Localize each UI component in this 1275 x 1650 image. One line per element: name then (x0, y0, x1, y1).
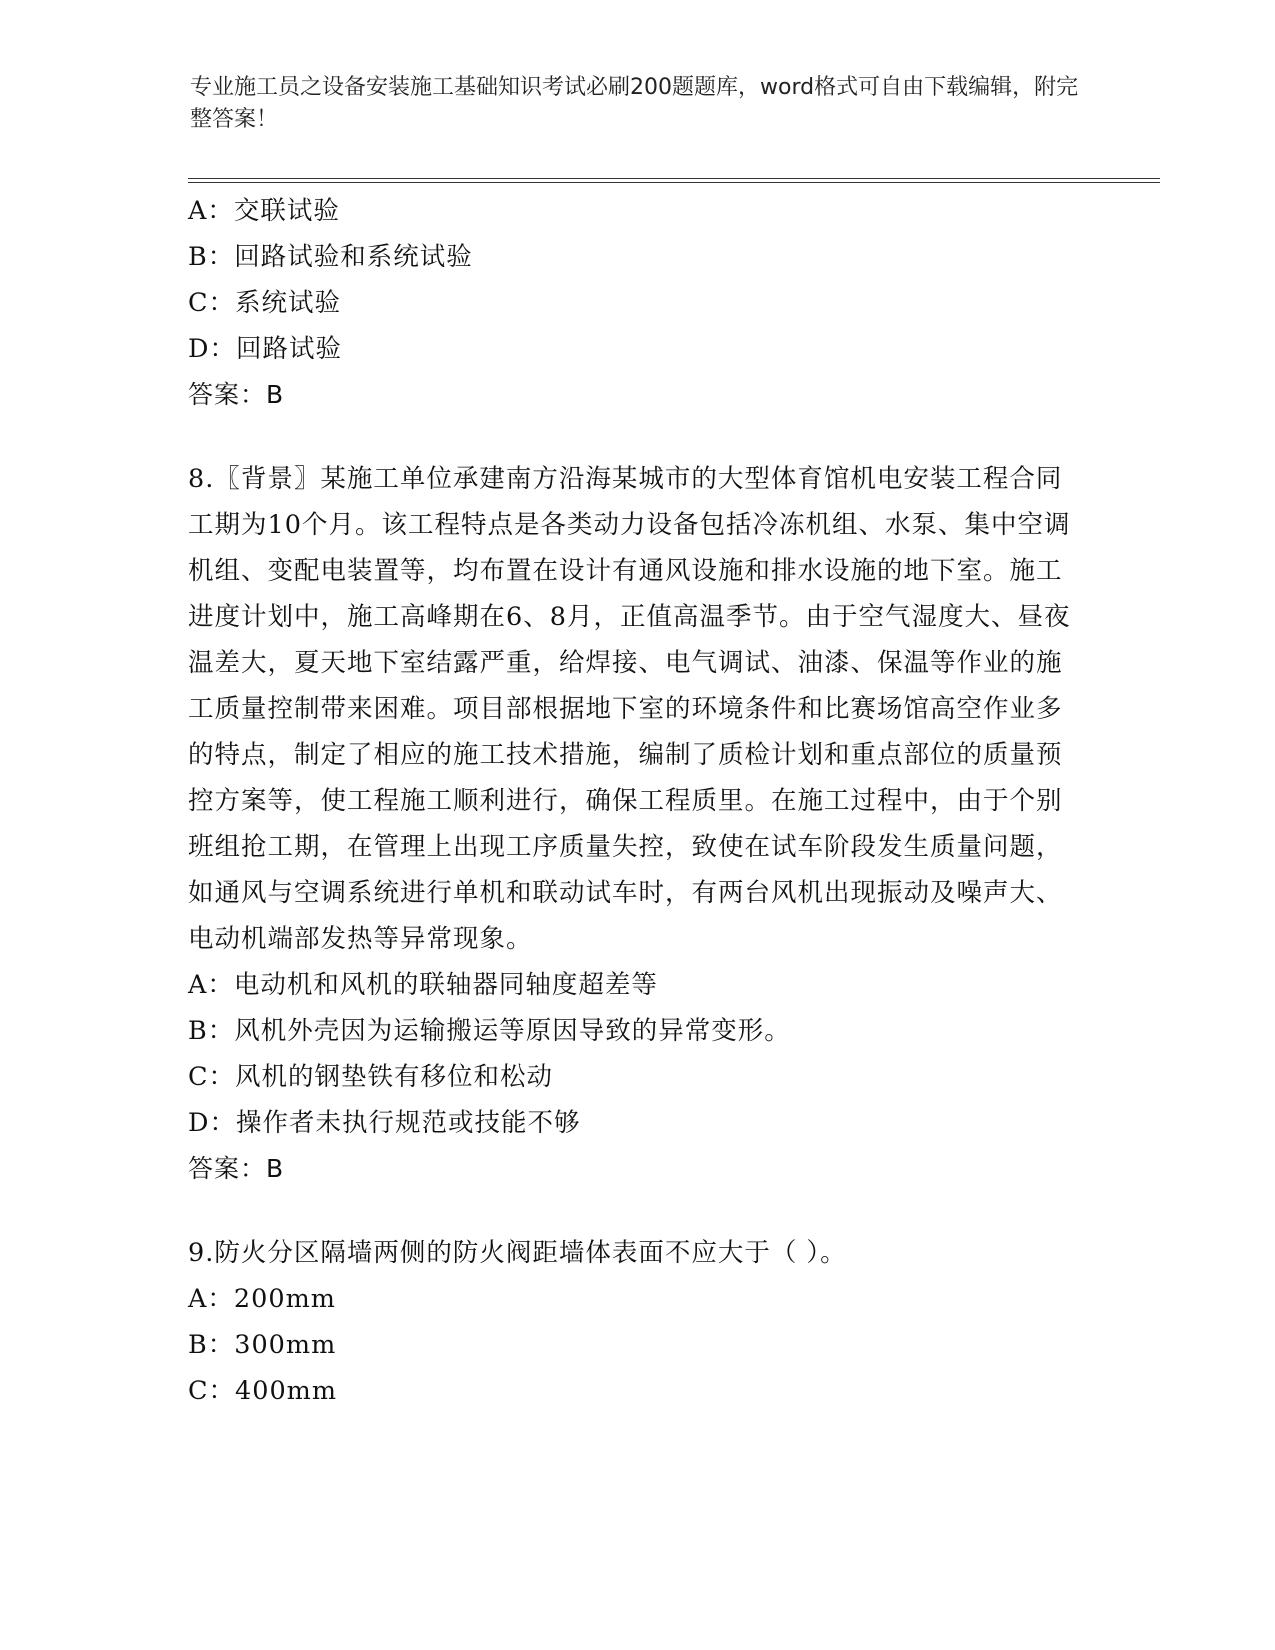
answer-line: 答案：B (188, 380, 285, 409)
question-text: 9.防火分区隔墙两侧的防火阀距墙体表面不应大于（ ）。 (188, 1238, 847, 1268)
question-7-block (188, 188, 1088, 418)
document-header: 专业施工员之设备安装施工基础知识考试必刷200题题库，word格式可自由下载编辑，附完整答案！ (190, 75, 1079, 132)
option-d: D：操作者未执行规范或技能不够 (188, 1108, 581, 1138)
spacer (188, 418, 1088, 456)
spacer (188, 1192, 1088, 1230)
option-b: B：300mm (188, 1330, 337, 1360)
option-b: B：风机外壳因为运输搬运等原因导致的异常变形。 (188, 1016, 791, 1046)
option-a: A：交联试验 (188, 196, 340, 226)
option-d: D：回路试验 (188, 334, 342, 364)
option-b: B：回路试验和系统试验 (188, 242, 473, 272)
option-c: C：系统试验 (188, 288, 342, 318)
header-divider-top (188, 178, 1160, 179)
question-8-block (188, 456, 1088, 1192)
header-divider-bottom (188, 182, 1160, 183)
option-c: C：400mm (188, 1376, 338, 1406)
question-9-block (188, 1230, 1088, 1414)
answer-line: 答案：B (188, 1154, 285, 1183)
option-a: A：200mm (188, 1284, 336, 1314)
question-text: 8.〖背景〗某施工单位承建南方沿海某城市的大型体育馆机电安装工程合同工期为10个月。该工程特点是各类动力设备包括冷冻机组、水泵、集中空调机组、变配电装置等，均布置在设计有通风设施和排水设施的地下室。施工进度计划中，施工高峰期在6、8月，正值高温季节。由于空气湿度大、昼夜温差大，夏天地下室结露严重，给焊接、电气调试、油漆、保温等作业的施工质量控制带来困难。项目部根据地下室的环境条件和比赛场馆高空作业多的特点，制定了相应的施工技术措施，编制了质检计划和重点部位的质量预控方案等，使工程施工顺利进行，确保工程质里。在施工过程中，由于个别班组抢工期，在管理上出现工序质量失控，致使在试车阶段发生质量问题，如通风与空调系统进行单机和联动试车时，有两台风机出现振动及噪声大、电动机端部发热等异常现象。 (188, 464, 1071, 954)
document-body (188, 188, 1088, 1414)
option-a: A：电动机和风机的联轴器同轴度超差等 (188, 970, 658, 1000)
option-c: C：风机的钢垫铁有移位和松动 (188, 1062, 554, 1092)
